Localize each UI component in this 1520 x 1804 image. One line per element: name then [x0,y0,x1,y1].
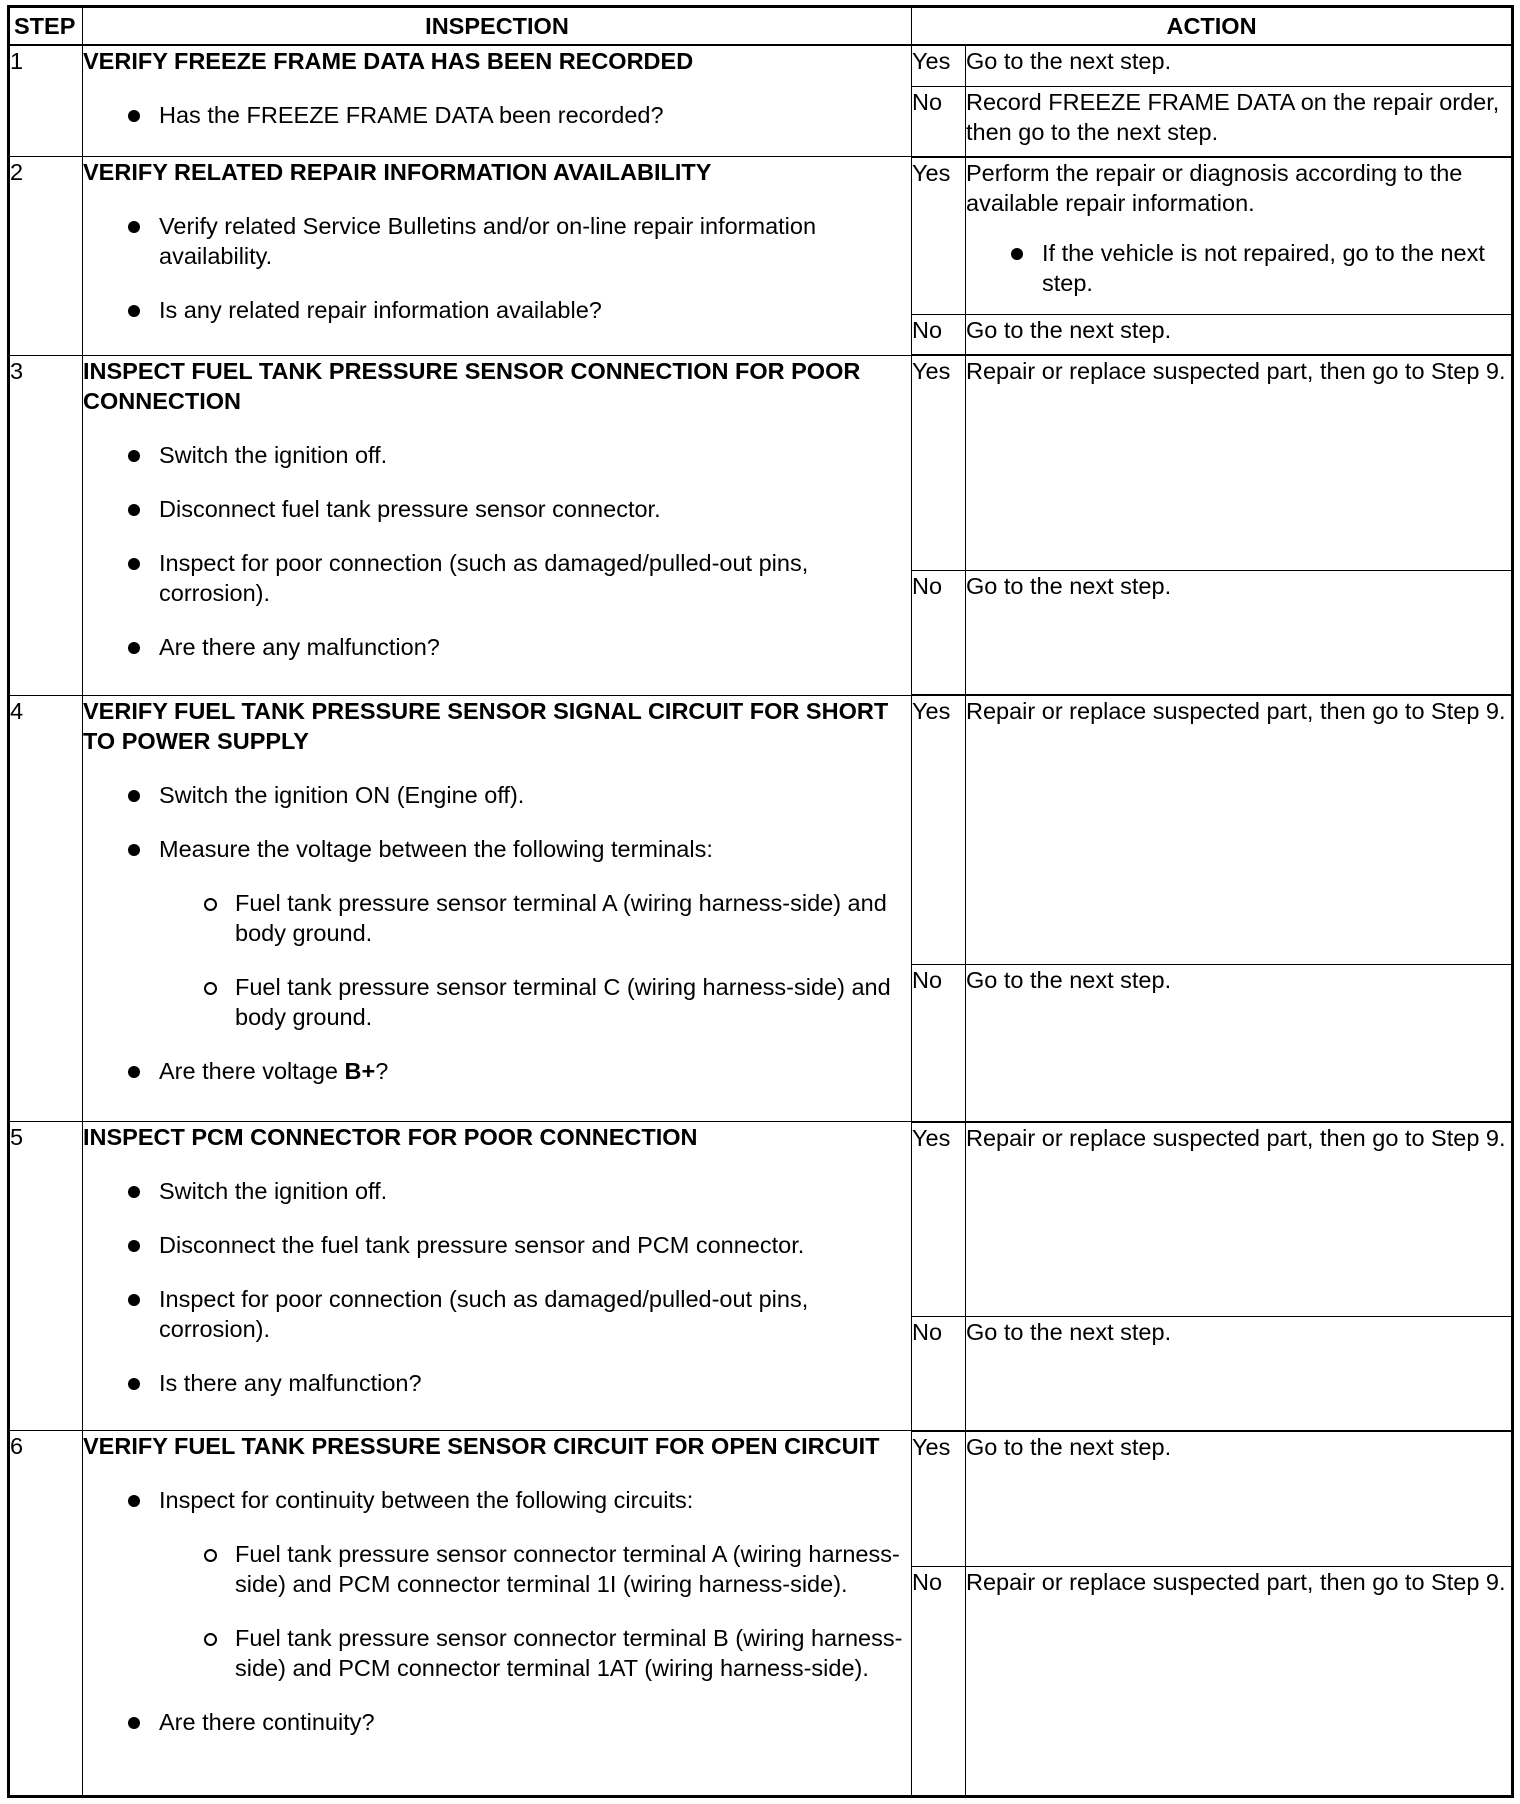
bullet-item [83,1056,911,1086]
step-title: VERIFY FUEL TANK PRESSURE SENSOR SIGNAL CIRCUIT FOR SHORT TO POWER SUPPLY [83,697,889,754]
step-2-yes-row [9,157,1513,314]
bullet-item: Switch the ignition ON (Engine off). [83,780,911,810]
step-title: INSPECT PCM CONNECTOR FOR POOR CONNECTION [83,1124,698,1151]
header-row [9,7,1513,45]
yes-label: Yes [912,355,966,570]
step-number: 2 [9,157,83,355]
no-label: No [912,314,966,355]
header-action: ACTION [912,7,1513,45]
no-label: No [912,1316,966,1430]
no-label: No [912,86,966,157]
step-number: 3 [9,355,83,695]
step-number: 4 [9,695,83,1121]
yes-action: Repair or replace suspected part, then go to Step 9. [966,355,1513,570]
diagnostic-table [7,5,1514,1798]
yes-action: Go to the next step. [966,45,1513,87]
header-step: STEP [9,7,83,45]
step-inspection [83,157,912,355]
step-3-yes-row [9,355,1513,570]
header-inspection: INSPECTION [83,7,912,45]
sub-bullet-item: Fuel tank pressure sensor terminal A (wiring harness-side) and body ground. [159,888,911,948]
sub-bullet-item: Fuel tank pressure sensor connector terminal B (wiring harness-side) and PCM connector terminal 1AT (wiring harness-side). [159,1623,911,1683]
step-inspection [83,695,912,1121]
bullet-item [83,834,911,1032]
bullet-text: Measure the voltage between the following terminals: [159,835,713,862]
yes-action [966,157,1513,314]
step-inspection [83,355,912,695]
no-label: No [912,965,966,1122]
step-inspection [83,45,912,157]
step-4-yes-row [9,695,1513,965]
step-title: VERIFY FREEZE FRAME DATA HAS BEEN RECORDED [83,47,694,74]
no-action: Record FREEZE FRAME DATA on the repair order, then go to the next step. [966,86,1513,157]
step-title: VERIFY FUEL TANK PRESSURE SENSOR CIRCUIT FOR OPEN CIRCUIT [83,1433,880,1460]
bullet-text-end: ? [375,1057,389,1084]
sub-bullet-item: Fuel tank pressure sensor connector terminal A (wiring harness-side) and PCM connector terminal 1I (wiring harness-side). [159,1539,911,1599]
bullet-item: Disconnect the fuel tank pressure sensor and PCM connector. [83,1230,911,1260]
step-6-yes-row [9,1431,1513,1567]
step-title: VERIFY RELATED REPAIR INFORMATION AVAILABILITY [83,159,712,186]
no-action: Go to the next step. [966,1316,1513,1430]
no-label: No [912,1566,966,1796]
step-5-yes-row [9,1122,1513,1317]
yes-label: Yes [912,695,966,965]
step-inspection [83,1431,912,1797]
yes-label: Yes [912,1122,966,1317]
no-action: Go to the next step. [966,570,1513,695]
step-inspection [83,1122,912,1431]
step-number: 1 [9,45,83,157]
bullet-text: Inspect for continuity between the following circuits: [159,1487,694,1514]
yes-label: Yes [912,157,966,314]
yes-action: Go to the next step. [966,1431,1513,1567]
no-action: Go to the next step. [966,314,1513,355]
bullet-bold-text: B+ [344,1057,376,1084]
step-title: INSPECT FUEL TANK PRESSURE SENSOR CONNECTION FOR POOR CONNECTION [83,357,861,414]
bullet-item: Is there any malfunction? [83,1368,911,1398]
bullet-item: Disconnect fuel tank pressure sensor connector. [83,494,911,524]
no-action: Go to the next step. [966,965,1513,1122]
no-action: Repair or replace suspected part, then go to Step 9. [966,1566,1513,1796]
step-number: 6 [9,1431,83,1797]
bullet-item: Switch the ignition off. [83,1176,911,1206]
bullet-item: Verify related Service Bulletins and/or on-line repair information availability. [83,211,911,271]
bullet-item: Inspect for poor connection (such as damaged/pulled-out pins, corrosion). [83,548,911,608]
bullet-item [83,1485,911,1683]
step-number: 5 [9,1122,83,1431]
bullet-item: If the vehicle is not repaired, go to the next step. [966,238,1511,298]
yes-action-text: Perform the repair or diagnosis according to the available repair information. [966,159,1463,216]
no-label: No [912,570,966,695]
bullet-item: Are there any malfunction? [83,632,911,662]
yes-label: Yes [912,1431,966,1567]
bullet-item: Switch the ignition off. [83,440,911,470]
bullet-text: Are there voltage [159,1057,345,1084]
step-1-yes-row [9,45,1513,87]
yes-label: Yes [912,45,966,87]
yes-action: Repair or replace suspected part, then go to Step 9. [966,1122,1513,1317]
bullet-item: Is any related repair information available? [83,295,911,325]
bullet-item: Inspect for poor connection (such as damaged/pulled-out pins, corrosion). [83,1284,911,1344]
bullet-item: Are there continuity? [83,1707,911,1737]
sub-bullet-item: Fuel tank pressure sensor terminal C (wiring harness-side) and body ground. [159,972,911,1032]
bullet-item: Has the FREEZE FRAME DATA been recorded? [83,100,911,130]
yes-action: Repair or replace suspected part, then go to Step 9. [966,695,1513,965]
